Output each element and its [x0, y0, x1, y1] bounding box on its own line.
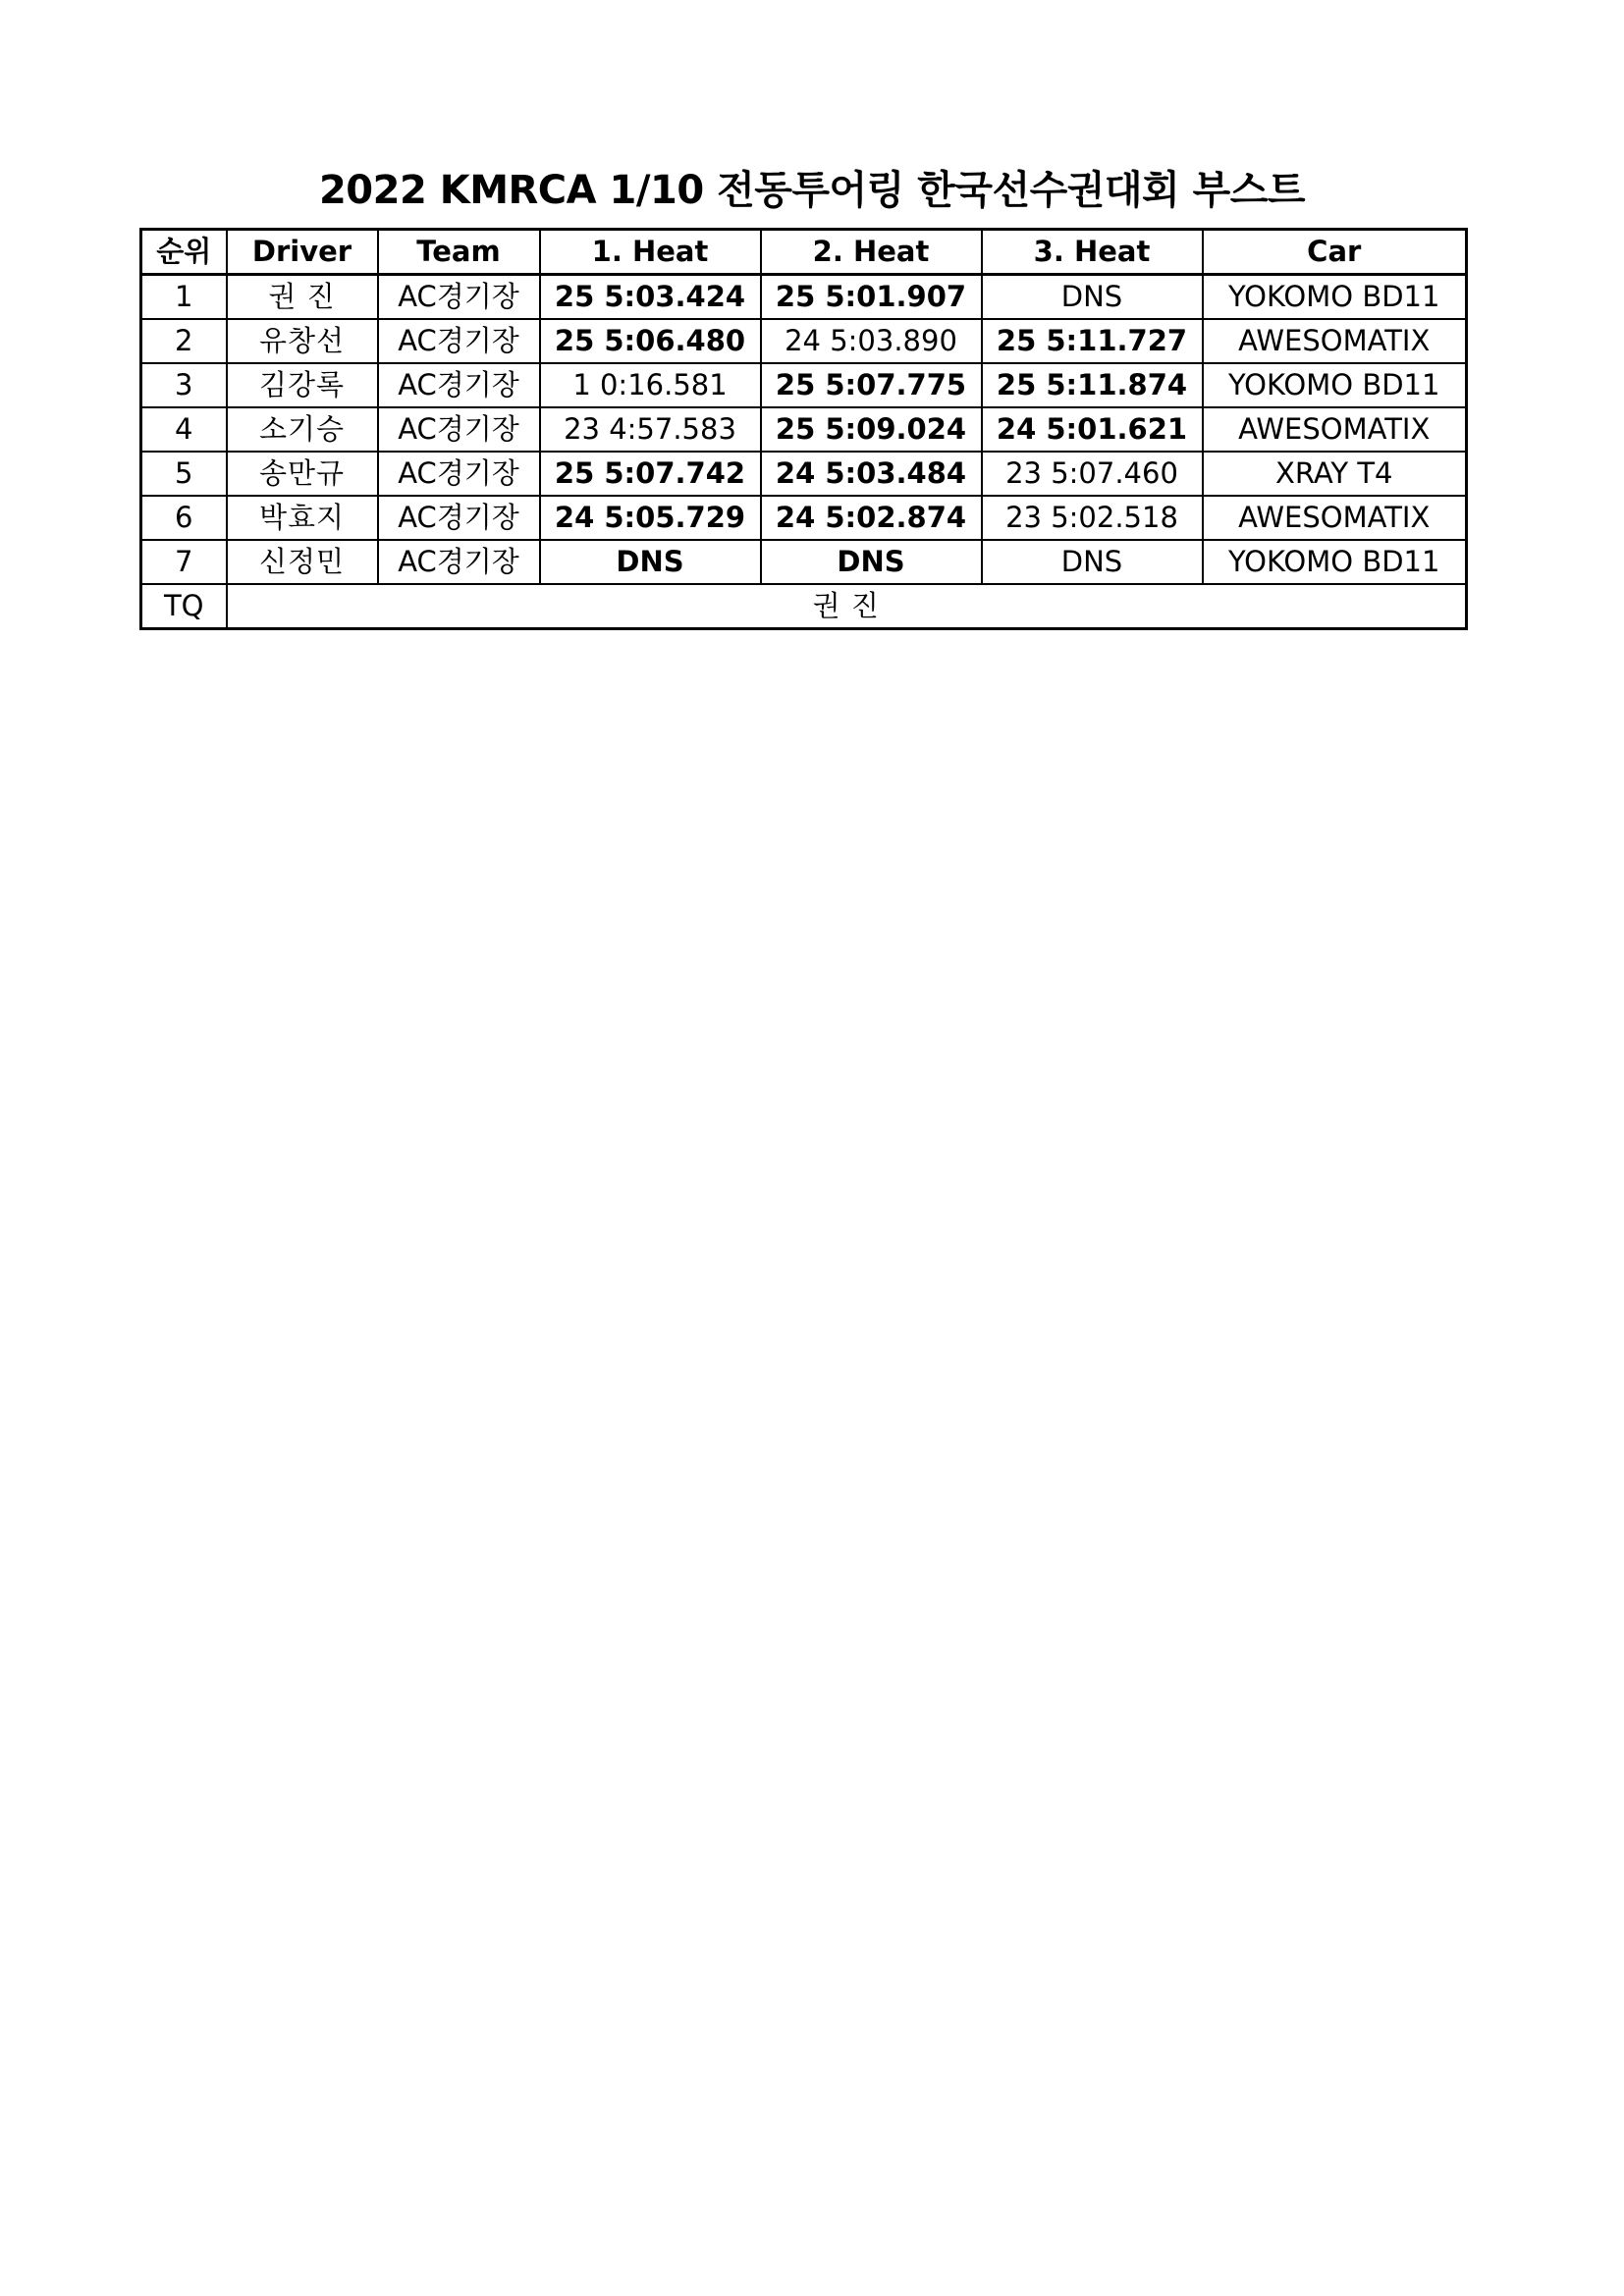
heat-1-cell: 24 5:05.729: [540, 496, 761, 540]
heat-3-cell: 25 5:11.874: [982, 363, 1203, 407]
driver-cell: 신정민: [227, 540, 378, 584]
car-cell: YOKOMO BD11: [1203, 363, 1467, 407]
heat-2-cell: DNS: [761, 540, 982, 584]
team-cell: AC경기장: [378, 540, 540, 584]
heat-2-cell: 24 5:03.890: [761, 319, 982, 363]
table-row: [141, 275, 1467, 320]
header-car: Car: [1203, 230, 1467, 275]
car-cell: XRAY T4: [1203, 452, 1467, 496]
rank-cell: 5: [141, 452, 227, 496]
table-row: [141, 452, 1467, 496]
heat-2-cell: 24 5:03.484: [761, 452, 982, 496]
results-table: [139, 228, 1468, 630]
page-title: 2022 KMRCA 1/10 전동투어링 한국선수권대회 부스트: [318, 168, 1306, 213]
heat-1-cell: 25 5:07.742: [540, 452, 761, 496]
rank-cell: 3: [141, 363, 227, 407]
heat-1-cell: 25 5:06.480: [540, 319, 761, 363]
header-team: Team: [378, 230, 540, 275]
team-cell: AC경기장: [378, 496, 540, 540]
team-cell: AC경기장: [378, 275, 540, 320]
driver-cell: 박효지: [227, 496, 378, 540]
heat-3-cell: 25 5:11.727: [982, 319, 1203, 363]
heat-2-cell: 24 5:02.874: [761, 496, 982, 540]
heat-3-cell: 23 5:07.460: [982, 452, 1203, 496]
car-cell: YOKOMO BD11: [1203, 275, 1467, 320]
header-rank: 순위: [141, 230, 227, 275]
header-heat-1: 1. Heat: [540, 230, 761, 275]
driver-cell: 권 진: [227, 275, 378, 320]
rank-cell: 7: [141, 540, 227, 584]
table-row: [141, 407, 1467, 452]
tq-label: TQ: [141, 584, 227, 629]
team-cell: AC경기장: [378, 319, 540, 363]
table-row: [141, 496, 1467, 540]
heat-2-cell: 25 5:09.024: [761, 407, 982, 452]
car-cell: AWESOMATIX: [1203, 407, 1467, 452]
heat-3-cell: DNS: [982, 275, 1203, 320]
heat-3-cell: 23 5:02.518: [982, 496, 1203, 540]
heat-3-cell: 24 5:01.621: [982, 407, 1203, 452]
rank-cell: 2: [141, 319, 227, 363]
heat-1-cell: 25 5:03.424: [540, 275, 761, 320]
heat-1-cell: 1 0:16.581: [540, 363, 761, 407]
header-heat-3: 3. Heat: [982, 230, 1203, 275]
rank-cell: 6: [141, 496, 227, 540]
table-row: [141, 363, 1467, 407]
table-row: [141, 319, 1467, 363]
header-heat-2: 2. Heat: [761, 230, 982, 275]
tq-row: [141, 584, 1467, 629]
rank-cell: 1: [141, 275, 227, 320]
heat-2-cell: 25 5:01.907: [761, 275, 982, 320]
heat-3-cell: DNS: [982, 540, 1203, 584]
table-row: [141, 540, 1467, 584]
driver-cell: 유창선: [227, 319, 378, 363]
header-row: [141, 230, 1467, 275]
header-driver: Driver: [227, 230, 378, 275]
driver-cell: 송만규: [227, 452, 378, 496]
heat-1-cell: DNS: [540, 540, 761, 584]
driver-cell: 김강록: [227, 363, 378, 407]
heat-1-cell: 23 4:57.583: [540, 407, 761, 452]
driver-cell: 소기승: [227, 407, 378, 452]
tq-driver: 권 진: [227, 584, 1467, 629]
car-cell: AWESOMATIX: [1203, 496, 1467, 540]
team-cell: AC경기장: [378, 452, 540, 496]
team-cell: AC경기장: [378, 407, 540, 452]
car-cell: AWESOMATIX: [1203, 319, 1467, 363]
rank-cell: 4: [141, 407, 227, 452]
car-cell: YOKOMO BD11: [1203, 540, 1467, 584]
team-cell: AC경기장: [378, 363, 540, 407]
heat-2-cell: 25 5:07.775: [761, 363, 982, 407]
